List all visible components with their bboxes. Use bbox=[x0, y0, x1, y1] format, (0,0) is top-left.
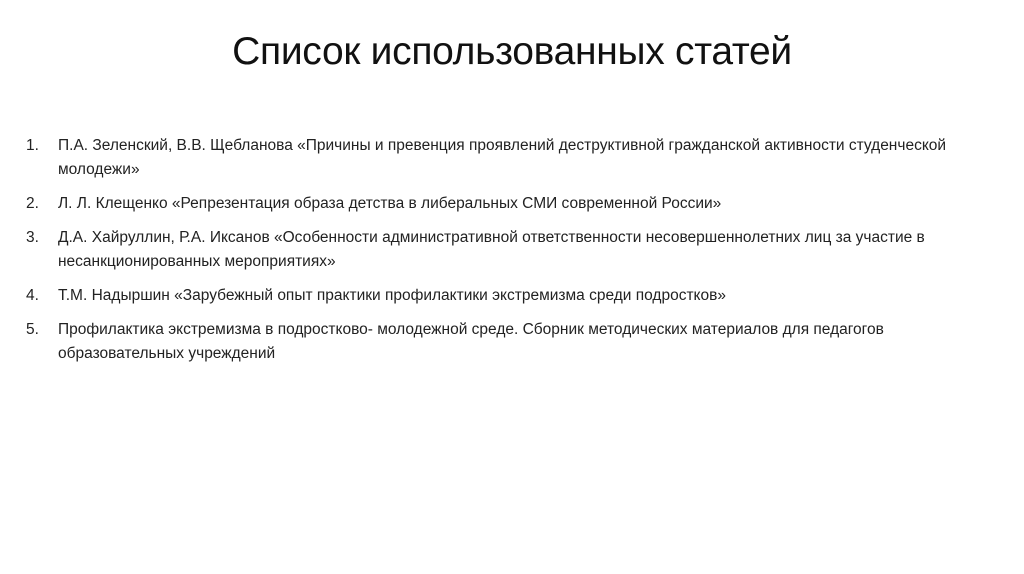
reference-number: 2. bbox=[26, 195, 39, 212]
reference-text: Д.А. Хайруллин, Р.А. Иксанов «Особенности административной ответственности несовершеннолетних лиц за участие в несанкционированных мероприятиях» bbox=[58, 229, 925, 270]
reference-number: 5. bbox=[26, 321, 39, 338]
reference-number: 3. bbox=[26, 229, 39, 246]
reference-text: Т.М. Надыршин «Зарубежный опыт практики профилактики экстремизма среди подростков» bbox=[58, 287, 726, 304]
references-list bbox=[26, 134, 986, 376]
reference-number: 4. bbox=[26, 287, 39, 304]
reference-text: Л. Л. Клещенко «Репрезентация образа детства в либеральных СМИ современной России» bbox=[58, 195, 722, 212]
slide-title: Список использованных статей bbox=[232, 30, 792, 73]
reference-item-3 bbox=[26, 226, 986, 274]
reference-text: Профилактика экстремизма в подростково- молодежной среде. Сборник методических материалов для педагогов образовательных учреждений bbox=[58, 321, 884, 362]
reference-item-4 bbox=[26, 284, 986, 308]
reference-item-5 bbox=[26, 318, 986, 366]
reference-text: П.А. Зеленский, В.В. Щебланова «Причины и превенция проявлений деструктивной гражданской активности студенческой молодежи» bbox=[58, 137, 947, 178]
reference-item-1 bbox=[26, 134, 986, 182]
reference-item-2 bbox=[26, 192, 986, 216]
reference-number: 1. bbox=[26, 137, 39, 154]
